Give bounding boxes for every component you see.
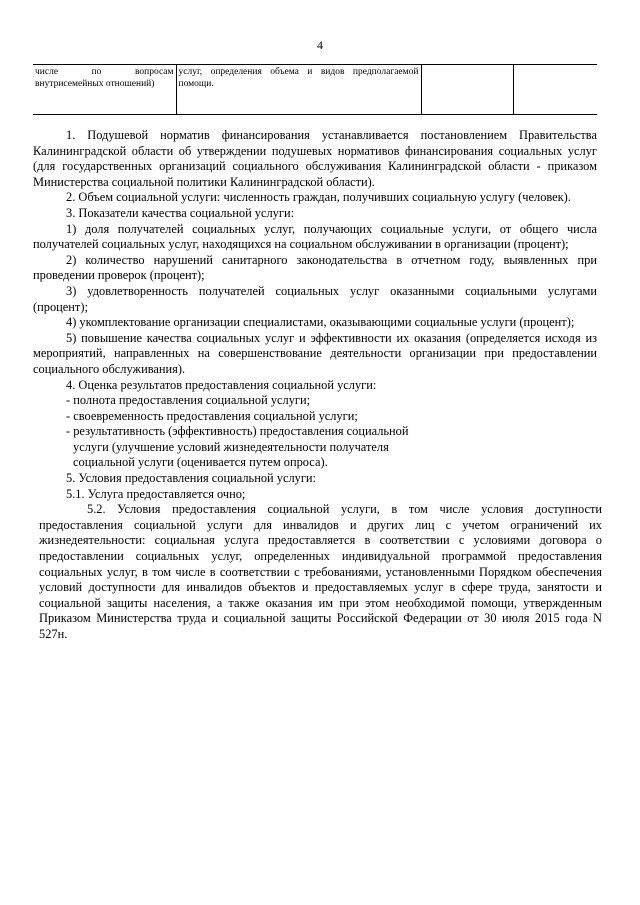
table-cell: [513, 65, 597, 115]
table-fragment: [33, 64, 597, 115]
conditions-block: [39, 502, 602, 642]
table-cell: числе по вопросам внутрисемейных отношений): [33, 65, 176, 115]
list-item-effectiveness-line2: услуги (улучшение условий жизнедеятельности получателя: [73, 439, 389, 454]
paragraph-14: 5.1. Услуга предоставляется очно;: [66, 486, 246, 501]
table-cell: услуг, определения объема и видов предполагаемой помощи.: [176, 65, 421, 115]
list-item-effectiveness-line1: - результативность (эффективность) предоставления социальной: [66, 424, 409, 439]
paragraph-3: 3. Показатели качества социальной услуги:: [66, 205, 295, 220]
list-item-completeness: - полнота предоставления социальной услуги;: [66, 393, 311, 408]
paragraph-7: 4) укомплектование организации специалистами, оказывающими социальные услуги (процент);: [66, 315, 575, 330]
paragraph-5: 2) количество нарушений санитарного законодательства в отчетном году, выявленных при проведении проверок (процент);: [33, 252, 597, 283]
paragraph-2: 2. Объем социальной услуги: численность граждан, получивших социальную услугу (человек).: [66, 190, 571, 205]
paragraph-1: 1. Подушевой норматив финансирования устанавливается постановлением Правительства Калининградской области об утверждении подушевых нормативов финансирования социальных услуг (для государственных организаций социального обслуживания Калининградской области - приказом Министерства социальной политики Калининградской области).: [33, 128, 597, 189]
document-body: [33, 128, 602, 643]
table-cell: [421, 65, 513, 115]
paragraph-15: 5.2. Условия предоставления социальной услуги, в том числе условия доступности предоставления социальной услуги для инвалидов и других лиц с учетом ограничений их жизнедеятельности: социальная услуга предоставляется в соответствии с условиями договора о предоставлении социальных услуг, определенных индивидуальной программой предоставления социальных услуг, в том числе в соответствии с требованиями, установленными Порядком обеспечения условий доступности для инвалидов объектов и предоставляемых услуг в сфере труда, занятости и социальной защиты населения, а также оказания им при этом необходимой помощи, утвержденным Приказом Министерства труда и социальной защиты Российской Федерации от 30 июля 2015 года N 527н.: [39, 502, 602, 641]
paragraph-13: 5. Условия предоставления социальной услуги:: [66, 471, 316, 486]
paragraph-8: 5) повышение качества социальных услуг и эффективности их оказания (определяется исходя из мероприятий, направленных на совершенствование деятельности организации при предоставлении социального обслуживания).: [33, 330, 597, 376]
list-item-effectiveness-line3: социальной услуги (оценивается путем опроса).: [73, 455, 328, 470]
paragraph-9: 4. Оценка результатов предоставления социальной услуги:: [66, 377, 377, 392]
paragraph-6: 3) удовлетворенность получателей социальных услуг оказанными социальными услугами (процент);: [33, 283, 597, 314]
paragraph-4: 1) доля получателей социальных услуг, получающих социальные услуги, от общего числа получателей социальных услуг, находящихся на социальном обслуживании в организации (процент);: [33, 221, 597, 252]
page-number: 4: [317, 38, 323, 52]
table-row: [33, 65, 597, 115]
list-item-timeliness: - своевременность предоставления социальной услуги;: [66, 408, 358, 423]
